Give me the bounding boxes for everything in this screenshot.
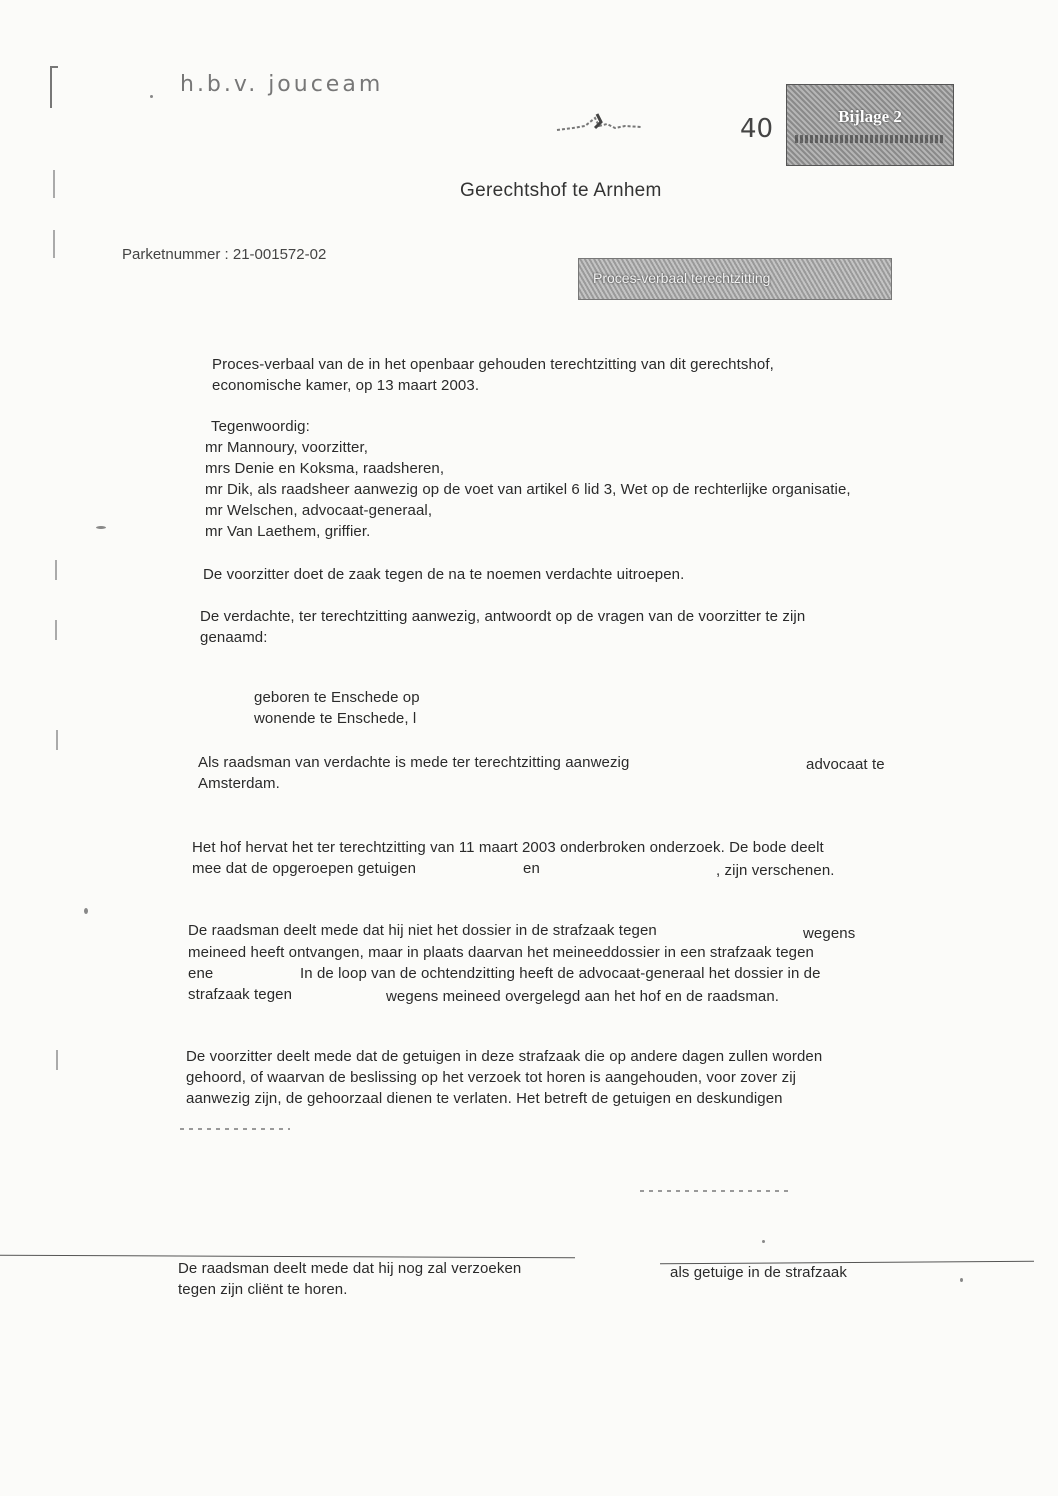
witnesses-paragraph [186,1046,926,1109]
text-line: gehoord, of waarvan de beslissing op het verzoek tot horen is aangehouden, voor zover zij [186,1069,797,1086]
text-line: De verdachte, ter terechtzitting aanwezig, antwoordt op de vragen van de voorzitter te zijn [200,608,806,625]
text-fragment: wegens [803,925,856,942]
scan-speck [150,95,153,98]
attendees-list [205,416,965,542]
text-line: Proces-verbaal van de in het openbaar gehouden terechtzitting van dit gerechtshof, [212,356,774,373]
attendee-item: mrs Denie en Koksma, raadsheren, [205,460,445,477]
ink-scribble-mark [555,112,645,136]
attendees-heading: Tegenwoordig: [211,418,310,435]
text-line: De voorzitter doet de zaak tegen de na te noemen verdachte uitroepen. [203,566,685,583]
personal-details [254,687,654,729]
attendee-item: mr Van Laethem, griffier. [205,523,371,540]
text-line: Het hof hervat het ter terechtzitting van 11 maart 2003 onderbroken onderzoek. De bode deelt [192,839,824,856]
dossier-paragraph-line: In de loop van de ochtendzitting heeft de advocaat-generaal het dossier in de [300,965,821,982]
record-type-badge-label: Proces-verbaal terechtzitting [593,270,771,286]
scan-speck [762,1240,765,1243]
attendee-item: mr Dik, als raadsheer aanwezig op de voet van artikel 6 lid 3, Wet op de rechterlijke organisatie, [205,481,851,498]
scan-speck [84,908,88,914]
birth-line: geboren te Enschede op [254,689,420,706]
appendix-stamp [786,84,954,166]
court-title: Gerechtshof te Arnhem [460,180,662,201]
text-line: De voorzitter deelt mede dat de getuigen in deze strafzaak die op andere dagen zullen worden [186,1048,823,1065]
appendix-stamp-subtext [795,135,945,143]
appendix-stamp-title: Bijlage 2 [838,107,902,126]
intro-paragraph [212,354,912,396]
text-line: aanwezig zijn, de gehoorzaal dienen te verlaten. Het betreft de getuigen en deskundigen [186,1090,783,1107]
scan-margin-mark [53,230,55,258]
text-fragment: en [523,860,540,877]
record-type-badge [578,258,892,300]
counsel-line: Als raadsman van verdachte is mede ter terechtzitting aanwezig [198,754,630,771]
text-line: mee dat de opgeroepen getuigen [192,860,417,877]
attendee-item: mr Welschen, advocaat-generaal, [205,502,433,519]
attendee-item: mr Mannoury, voorzitter, [205,439,369,456]
scan-speck [96,526,106,529]
text-fragment: strafzaak tegen [188,986,293,1003]
counsel-city: Amsterdam. [198,775,280,792]
fax-header: h.b.v. jouceam [180,72,384,97]
text-fragment: , zijn verschenen. [716,862,835,879]
scan-speck [960,1278,963,1282]
scan-margin-mark [56,730,58,750]
text-line: economische kamer, op 13 maart 2003. [212,377,480,394]
counsel-role: advocaat te [806,756,885,773]
page-number: 40 [740,114,774,144]
scan-margin-mark [53,170,55,198]
call-paragraph [203,564,903,585]
dossier-paragraph-line: De raadsman deelt mede dat hij niet het dossier in de strafzaak tegen [188,922,657,939]
case-number: Parketnummer : 21-001572-02 [122,246,327,263]
residence-line: wonende te Enschede, l [254,710,417,727]
dossier-paragraph-line: meineed heeft ontvangen, maar in plaats daarvan het meineeddossier in een strafzaak tegen [188,944,814,961]
scan-noise-line [640,1190,790,1192]
final-paragraph-line: De raadsman deelt mede dat hij nog zal verzoeken [178,1260,522,1277]
answer-paragraph [200,606,920,648]
scan-margin-mark [55,560,57,580]
final-paragraph-line: tegen zijn cliënt te horen. [178,1281,348,1298]
text-fragment: ene [188,965,214,982]
dossier-paragraph-line: wegens meineed overgelegd aan het hof en de raadsman. [386,988,780,1005]
resume-paragraph [192,837,952,879]
scan-noise-line [180,1128,290,1130]
scan-bracket-mark [50,66,58,108]
scan-margin-mark [56,1050,58,1070]
final-paragraph-line: als getuige in de strafzaak [670,1264,847,1281]
scan-margin-mark [55,620,57,640]
text-line: genaamd: [200,629,268,646]
